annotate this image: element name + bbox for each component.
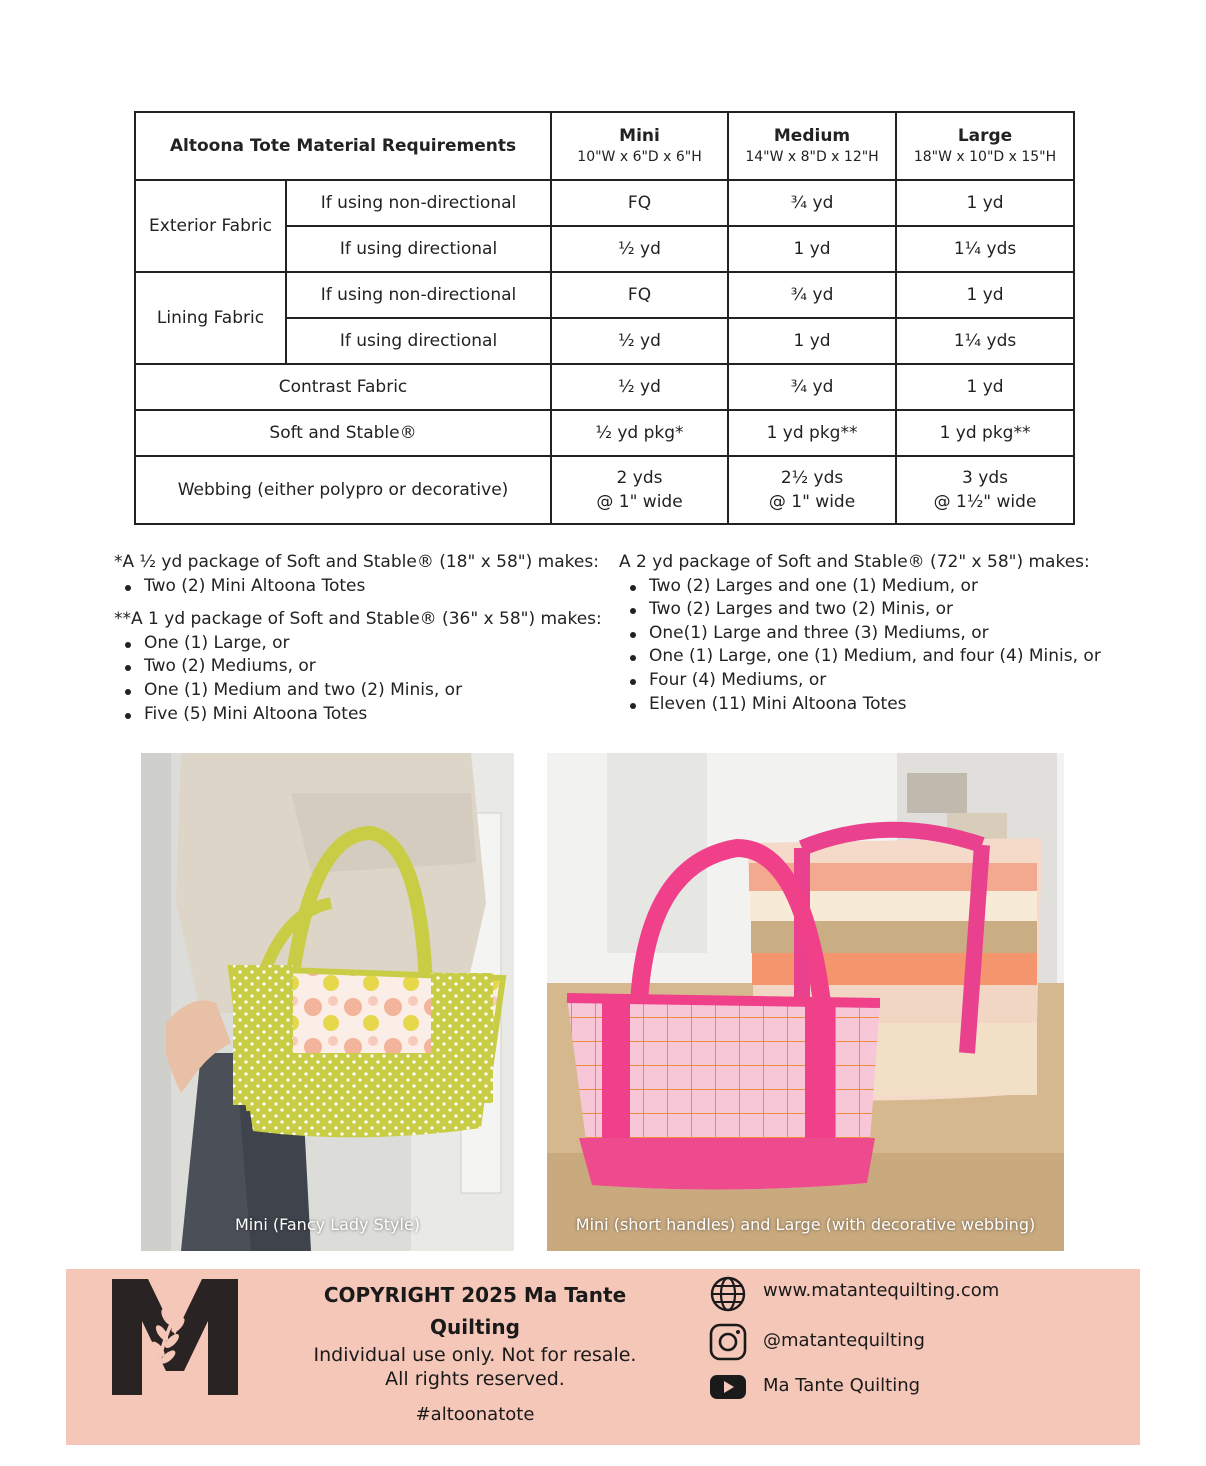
table-row <box>135 180 1074 226</box>
table-title: Altoona Tote Material Requirements <box>135 112 551 180</box>
table-cell: 1 yd pkg** <box>728 410 896 456</box>
table-cell <box>551 456 728 524</box>
table-cell: ½ yd <box>551 364 728 410</box>
webbing-qty: 3 yds <box>962 468 1008 488</box>
list-item: Two (2) Mini Altoona Totes <box>114 575 614 599</box>
webbing-qty: 2½ yds <box>780 468 844 488</box>
ma-tante-logo <box>112 1279 238 1395</box>
table-cell: 1¼ yds <box>896 226 1074 272</box>
row-sublabel: If using non-directional <box>286 272 551 318</box>
photo-caption: Mini (short handles) and Large (with decorative webbing) <box>575 1215 1036 1234</box>
table-row <box>135 272 1074 318</box>
instagram-icon <box>708 1322 748 1362</box>
table-cell: ¾ yd <box>728 180 896 226</box>
table-cell: 1¼ yds <box>896 318 1074 364</box>
row-label-exterior: Exterior Fabric <box>135 180 286 272</box>
table-cell: 1 yd <box>896 364 1074 410</box>
table-cell: FQ <box>551 272 728 318</box>
row-sublabel: If using non-directional <box>286 180 551 226</box>
rights-notice: All rights reserved. <box>385 1368 565 1390</box>
note-heading-one-yard: **A 1 yd package of Soft and Stable® (36" x 58") makes: <box>114 609 602 630</box>
table-cell: 1 yd <box>896 180 1074 226</box>
size-dimensions: 14"W x 8"D x 12"H <box>745 149 879 165</box>
note-list-half-yard <box>114 575 614 599</box>
table-cell: 1 yd <box>728 318 896 364</box>
table-cell: 1 yd <box>728 226 896 272</box>
table-cell: FQ <box>551 180 728 226</box>
photo-totes-illustration <box>547 753 1064 1251</box>
table-header-row <box>135 112 1074 180</box>
table-cell: 1 yd <box>896 272 1074 318</box>
table-cell: ¾ yd <box>728 364 896 410</box>
instagram-link[interactable] <box>708 1322 1108 1362</box>
youtube-link[interactable] <box>708 1367 1108 1407</box>
size-name: Large <box>957 126 1013 146</box>
youtube-icon <box>708 1367 748 1407</box>
size-name: Medium <box>773 126 851 146</box>
list-item: One (1) Medium and two (2) Minis, or <box>114 679 614 703</box>
table-row <box>135 364 1074 410</box>
note-list-two-yard <box>619 575 1179 717</box>
list-item: Two (2) Larges and one (1) Medium, or <box>619 575 1179 599</box>
table-row <box>135 410 1074 456</box>
copyright-block <box>276 1279 674 1427</box>
photo-mini-fancy-lady <box>141 753 514 1251</box>
note-heading-two-yard: A 2 yd package of Soft and Stable® (72" x 58") makes: <box>619 552 1090 572</box>
photo-caption: Mini (Fancy Lady Style) <box>234 1215 421 1234</box>
row-label-webbing: Webbing (either polypro or decorative) <box>135 456 551 524</box>
row-label-lining: Lining Fabric <box>135 272 286 364</box>
size-header-mini <box>551 112 728 180</box>
youtube-text: Ma Tante Quilting <box>763 1375 921 1396</box>
note-heading-half-yard: *A ½ yd package of Soft and Stable® (18" x 58") makes: <box>114 552 599 572</box>
instagram-text: @matantequilting <box>763 1330 925 1351</box>
row-label-contrast: Contrast Fabric <box>135 364 551 410</box>
table-cell: ½ yd <box>551 226 728 272</box>
photo-mini-illustration <box>141 753 514 1251</box>
list-item: Two (2) Larges and two (2) Minis, or <box>619 598 1179 622</box>
row-sublabel: If using directional <box>286 318 551 364</box>
webbing-width: @ 1" wide <box>596 492 683 512</box>
copyright-title: COPYRIGHT 2025 Ma Tante Quilting <box>323 1283 627 1339</box>
webbing-width: @ 1" wide <box>768 492 856 512</box>
table-cell: ½ yd pkg* <box>551 410 728 456</box>
table-cell <box>728 456 896 524</box>
note-list-one-yard <box>114 632 614 726</box>
material-requirements-table <box>134 111 1075 525</box>
usage-notice: Individual use only. Not for resale. <box>313 1344 637 1366</box>
hashtag: #altoonatote <box>415 1404 535 1425</box>
footer-banner <box>66 1269 1140 1445</box>
globe-icon <box>708 1274 748 1314</box>
list-item: One(1) Large and three (3) Mediums, or <box>619 622 1179 646</box>
table-row <box>135 456 1074 524</box>
table-cell: 1 yd pkg** <box>896 410 1074 456</box>
webbing-width: @ 1½" wide <box>933 492 1037 512</box>
notes-right <box>619 551 1179 716</box>
photo-mini-and-large <box>547 753 1064 1251</box>
row-sublabel: If using directional <box>286 226 551 272</box>
row-label-soft-and-stable: Soft and Stable® <box>135 410 551 456</box>
table-cell: ¾ yd <box>728 272 896 318</box>
size-dimensions: 18"W x 10"D x 15"H <box>913 149 1057 165</box>
size-header-large <box>896 112 1074 180</box>
table-cell: ½ yd <box>551 318 728 364</box>
website-link[interactable] <box>708 1274 1108 1314</box>
list-item: Two (2) Mediums, or <box>114 655 614 679</box>
list-item: One (1) Large, one (1) Medium, and four (4) Minis, or <box>619 645 1179 669</box>
webbing-qty: 2 yds <box>616 468 663 488</box>
table-cell <box>896 456 1074 524</box>
list-item: One (1) Large, or <box>114 632 614 656</box>
list-item: Five (5) Mini Altoona Totes <box>114 703 614 727</box>
notes-left <box>114 551 614 726</box>
size-name: Mini <box>619 126 660 146</box>
size-dimensions: 10"W x 6"D x 6"H <box>577 149 702 165</box>
website-text: www.matantequilting.com <box>763 1280 1000 1301</box>
size-header-medium <box>728 112 896 180</box>
list-item: Four (4) Mediums, or <box>619 669 1179 693</box>
list-item: Eleven (11) Mini Altoona Totes <box>619 693 1179 717</box>
